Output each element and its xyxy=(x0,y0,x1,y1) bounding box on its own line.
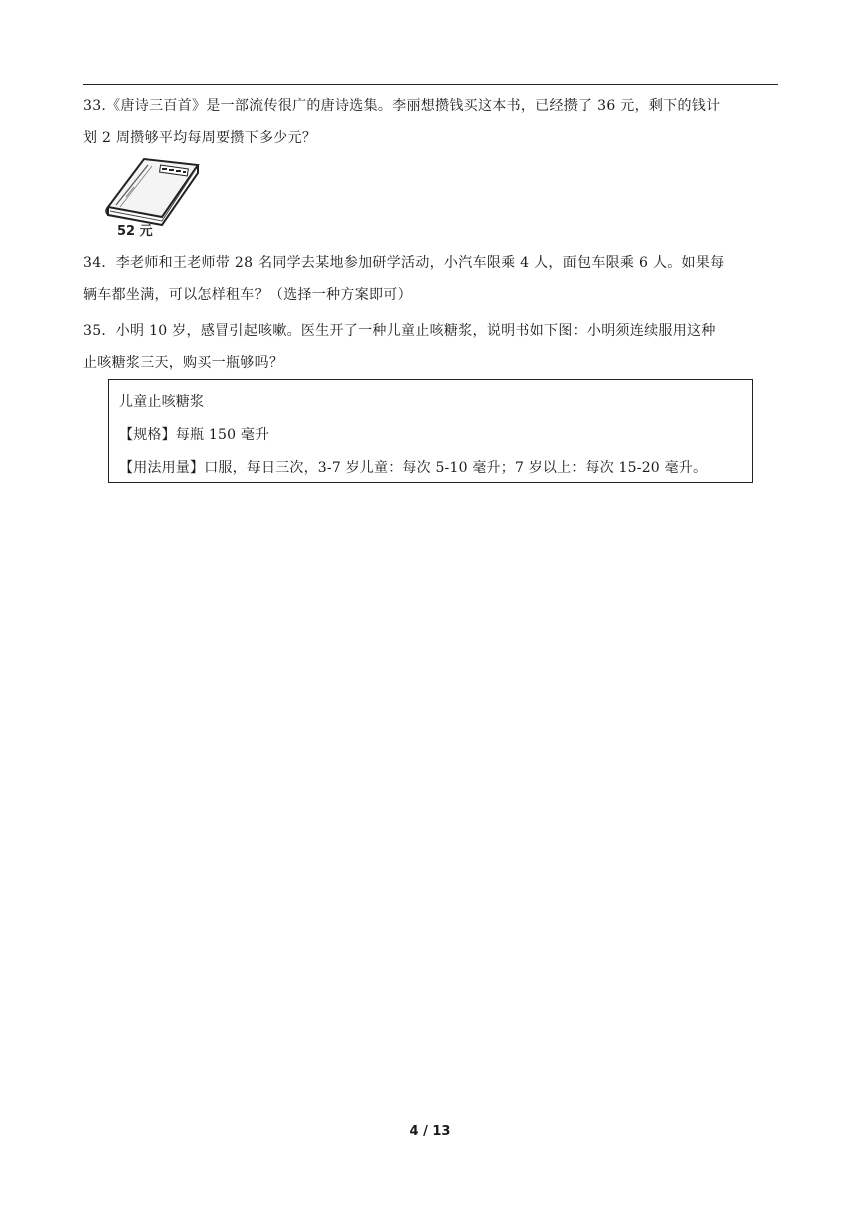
question-33-line-1: 33.《唐诗三百首》是一部流传很广的唐诗选集。李丽想攒钱买这本书，已经攒了 36 元，剩下的钱计 xyxy=(83,98,721,114)
question-35 xyxy=(83,315,778,379)
question-35-line-1: 35．小明 10 岁，感冒引起咳嗽。医生开了一种儿童止咳糖浆，说明书如下图：小明须连续服用这种 xyxy=(83,323,716,339)
question-34-line-2: 辆车都坐满，可以怎样租车？（选择一种方案即可） xyxy=(83,287,412,303)
question-34-line-1: 34．李老师和王老师带 28 名同学去某地参加研学活动，小汽车限乘 4 人，面包车限乘 6 人。如果每 xyxy=(83,255,725,271)
question-33-line-2: 划 2 周攒够平均每周要攒下多少元？ xyxy=(83,130,317,146)
medicine-title: 儿童止咳糖浆 xyxy=(119,394,205,410)
medicine-spec: 【规格】每瓶 150 毫升 xyxy=(119,427,270,443)
header-rule xyxy=(83,84,778,85)
question-33 xyxy=(83,90,778,154)
question-35-line-2: 止咳糖浆三天，购买一瓶够吗？ xyxy=(83,355,284,371)
medicine-usage: 【用法用量】口服，每日三次，3-7 岁儿童：每次 5-10 毫升；7 岁以上：每次 15-20 毫升。 xyxy=(119,460,708,476)
page-number: 4 / 13 xyxy=(409,1124,451,1139)
book-price-label: 52 元 xyxy=(117,224,153,239)
medicine-instructions-box xyxy=(108,379,753,483)
question-34 xyxy=(83,247,778,311)
